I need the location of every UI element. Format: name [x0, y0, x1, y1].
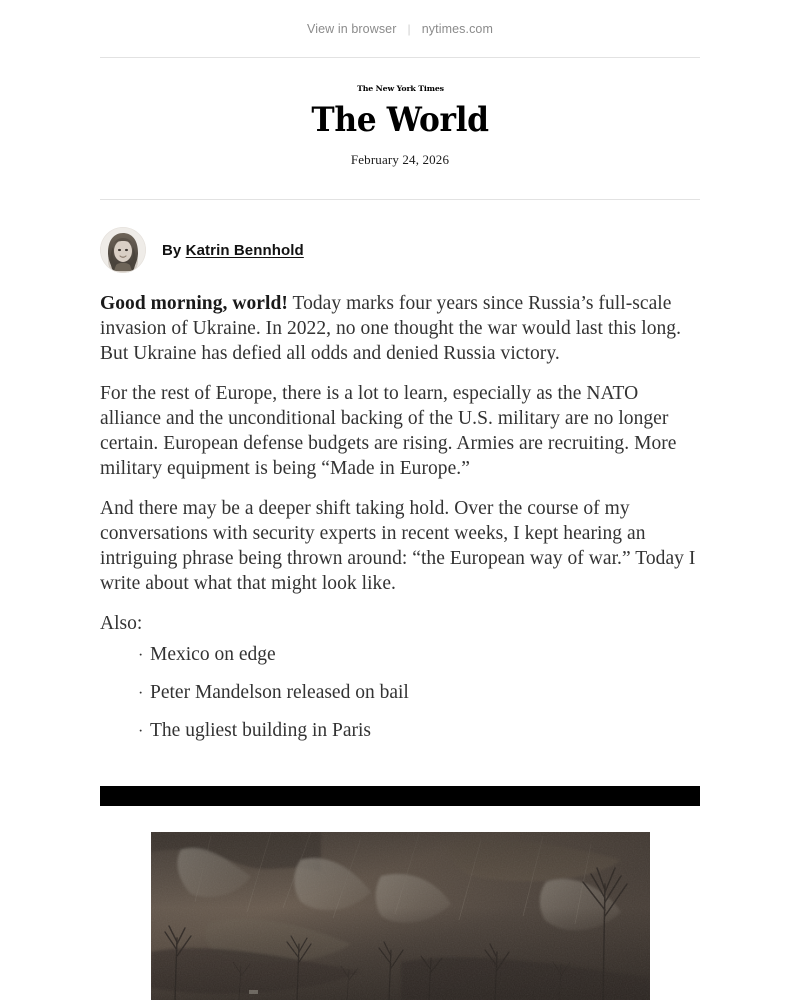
paragraph-lede — [100, 291, 700, 366]
divider-masthead-bottom — [100, 199, 700, 200]
bullet-icon: · — [138, 685, 144, 702]
list-item[interactable] — [100, 642, 700, 668]
byline-prefix: By — [162, 241, 186, 259]
view-in-browser-link[interactable]: View in browser — [307, 21, 397, 36]
bullet-icon: · — [138, 723, 144, 740]
lede-text: Today marks four years since Russia’s full-scale invasion of Ukraine. In 2022, no one thought the war would last this long. But Ukraine has defied all odds and denied Russia victory. — [100, 293, 682, 364]
paragraph-europe: For the rest of Europe, there is a lot to learn, especially as the NATO alliance and the unconditional backing of the U.S. military are no longer certain. European defense budgets are rising. Armies are recruiting. More military equipment is being “Made in Europe.” — [100, 383, 677, 479]
byline-author-link[interactable]: Katrin Bennhold — [185, 241, 304, 259]
also-label: Also: — [100, 613, 143, 634]
list-item[interactable] — [100, 718, 700, 744]
byline-text — [162, 242, 304, 259]
preheader-links — [307, 22, 493, 36]
avatar — [100, 227, 146, 273]
byline — [100, 226, 700, 274]
issue-date: February 24, 2026 — [350, 152, 450, 167]
svg-text:The New York Times: The New York Times — [356, 83, 444, 93]
masthead — [100, 57, 700, 199]
nytimes-site-link[interactable]: nytimes.com — [421, 21, 493, 36]
preheader — [0, 0, 800, 57]
section-divider-bar — [100, 786, 700, 806]
newsletter-title: The World — [311, 100, 489, 140]
paragraph-shift: And there may be a deeper shift taking hold. Over the course of my conversations with security experts in recent weeks, I kept hearing an intriguing phrase being thrown around: “the European way of war.” Today I write about what that might look like. — [100, 498, 696, 594]
article-body — [100, 291, 700, 756]
lede-greeting: Good morning, world! — [100, 293, 288, 314]
also-item-link[interactable]: Mexico on edge — [150, 644, 276, 665]
bullet-icon: · — [138, 647, 144, 664]
lead-photo — [151, 832, 650, 1000]
also-item-link[interactable]: The ugliest building in Paris — [150, 720, 371, 741]
also-list — [100, 642, 700, 744]
list-item[interactable] — [100, 680, 700, 706]
preheader-separator: | — [407, 21, 411, 36]
also-item-link[interactable]: Peter Mandelson released on bail — [150, 682, 409, 703]
nyt-publisher-logo[interactable] — [100, 81, 700, 96]
